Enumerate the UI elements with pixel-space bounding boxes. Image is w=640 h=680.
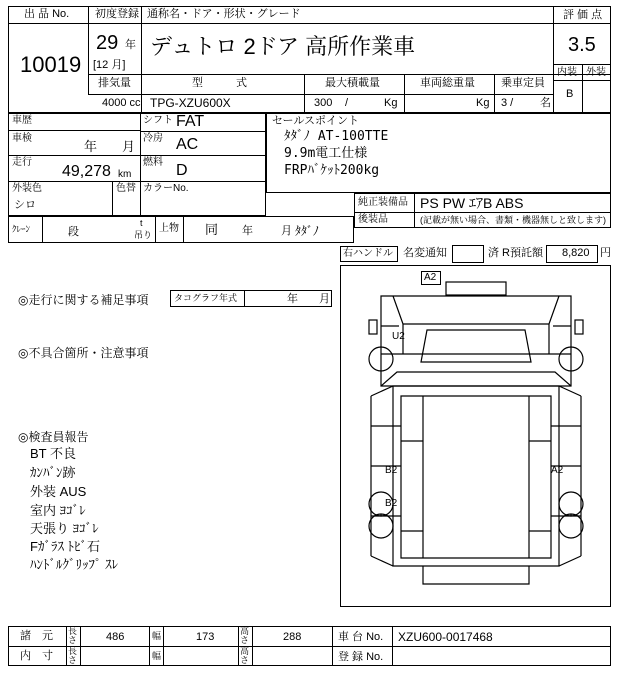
yen-unit: 円 <box>600 247 611 259</box>
length-label: 長さ <box>68 646 78 665</box>
jouso-label: 上物 <box>159 223 179 234</box>
shaken-year: 年 <box>84 139 98 154</box>
gross-weight-label: 車両総重量 <box>420 77 475 89</box>
interior-label: 内装 <box>557 67 577 78</box>
shogen-label: 諸 元 <box>20 630 53 642</box>
fuel-value: D <box>176 162 188 179</box>
height-label: 高さ <box>240 646 250 665</box>
interior-grade: B <box>566 88 574 100</box>
length-value: 486 <box>106 631 125 643</box>
color-change-label: 色替 <box>116 183 136 194</box>
inspector-label: ◎検査員報告 <box>18 430 89 444</box>
inspector-line: ﾊﾝﾄﾞﾙｸﾞﾘｯﾌﾟ ｽﾚ <box>30 557 119 572</box>
aftermarket-label: 後装品 <box>358 214 388 225</box>
ac-label: 冷房 <box>143 133 163 144</box>
fuel-label: 燃料 <box>143 157 163 168</box>
mileage-value: 49,278 <box>62 163 111 180</box>
max-load-kg: Kg <box>384 97 398 109</box>
color-no-label: カラーNo. <box>143 183 189 194</box>
tacho-label: タコグラフ年式 <box>174 293 238 303</box>
first-reg-year: 29 <box>96 32 119 54</box>
naisun-label: 内 寸 <box>20 650 53 662</box>
sales-point-line: 9.9m電工仕様 <box>284 146 368 161</box>
inspector-line: Fｶﾞﾗｽ ﾄﾋﾞ石 <box>30 539 101 554</box>
handle-value: 右ハンドル <box>343 248 393 259</box>
damage-mark: A2 <box>551 465 564 476</box>
model-label: 型 式 <box>192 77 247 89</box>
damage-mark: A2 <box>424 272 437 283</box>
inspector-line: ｶﾝﾊﾞﾝ跡 <box>30 465 76 480</box>
crane-t-unit: t <box>140 218 143 228</box>
recycle-label: 済 R預託額 <box>488 247 543 259</box>
height-label: 高さ <box>240 626 250 645</box>
mileage-unit: km <box>118 169 132 180</box>
chassis-label: 車 台 No. <box>338 631 384 643</box>
sales-point-line: ﾀﾀﾞﾉ AT-100TTE <box>284 129 389 144</box>
lot-no-label: 出 品 No. <box>24 8 70 20</box>
name-change-box <box>452 245 484 263</box>
shift-value: FAT <box>176 113 205 130</box>
jouso-year: 年 <box>242 225 253 237</box>
tacho-year: 年 <box>287 293 298 305</box>
damage-mark: B2 <box>385 498 398 509</box>
equipment-label: 純正装備品 <box>358 197 408 208</box>
damage-mark: U2 <box>392 331 405 342</box>
max-load-value: 300 <box>314 97 333 109</box>
first-reg-label: 初度登録 <box>95 8 139 20</box>
overall-grade: 3.5 <box>568 34 596 56</box>
color-label: 外装色 <box>12 183 42 194</box>
inspector-line: BT 不良 <box>30 446 76 461</box>
jouso-same: 同 <box>205 222 219 237</box>
inspector-line: 天張り ﾖｺﾞﾚ <box>30 521 99 536</box>
shift-label: シフト <box>143 115 173 126</box>
capacity-value: 3 / <box>501 97 514 109</box>
supp-notes-label: ◎走行に関する補足事項 <box>18 293 149 307</box>
color-value: シロ <box>14 199 36 211</box>
gross-weight-kg: Kg <box>476 97 490 109</box>
shaken-month: 月 <box>122 139 136 154</box>
defect-label: ◎不具合箇所・注意事項 <box>18 346 149 360</box>
vehicle-diagram <box>340 265 611 607</box>
crane-label: ｸﾚｰﾝ <box>12 224 31 234</box>
length-label: 長さ <box>68 626 78 645</box>
tacho-month: 月 <box>319 293 330 305</box>
aftermarket-note: (記載が無い場合、書類・機器無しと致します) <box>420 215 606 225</box>
vehicle-name: デュトロ 2ドア 高所作業車 <box>150 34 416 59</box>
year-unit: 年 <box>125 39 136 51</box>
mileage-label: 走行 <box>12 157 32 168</box>
jouso-maker: ﾀﾀﾞﾉ <box>295 224 320 238</box>
height-value: 288 <box>283 631 302 643</box>
sales-point-line: FRPﾊﾞｹｯﾄ200kg <box>284 163 380 178</box>
chassis-no: XZU600-0017468 <box>398 630 493 644</box>
vehicle-name-label: 通称名・ドア・形状・グレード <box>147 8 301 20</box>
max-load-slash: / <box>345 97 349 109</box>
lot-no: 10019 <box>20 52 82 77</box>
first-reg-month: [12 月] <box>93 59 126 71</box>
capacity-unit: 名 <box>540 97 551 109</box>
ac-value: AC <box>176 136 199 153</box>
grade-label: 評 価 点 <box>563 9 603 21</box>
displacement-value: 4000 cc <box>102 97 141 109</box>
model-value: TPG-XZU600X <box>150 96 231 110</box>
shaken-label: 車検 <box>12 133 32 144</box>
recycle-value: 8,820 <box>562 247 590 259</box>
name-change-label: 名変通知 <box>403 247 447 259</box>
exterior-label: 外装 <box>586 67 606 78</box>
equipment-value: PS PW ｴｱB ABS <box>420 195 524 211</box>
capacity-label: 乗車定員 <box>501 77 545 89</box>
max-load-label: 最大積載量 <box>325 77 380 89</box>
history-label: 車歴 <box>12 115 32 126</box>
crane-tsuri: 吊り <box>134 230 153 240</box>
crane-dan: 段 <box>68 226 79 238</box>
inspector-line: 外装 AUS <box>30 484 87 499</box>
sales-points-label: セールスポイント <box>272 115 360 127</box>
inspector-line: 室内 ﾖｺﾞﾚ <box>30 503 86 518</box>
jouso-month: 月 <box>281 225 292 237</box>
width-value: 173 <box>196 631 215 643</box>
info-frame <box>8 113 266 216</box>
width-label: 幅 <box>152 631 162 641</box>
width-label: 幅 <box>152 651 162 661</box>
damage-mark: B2 <box>385 465 398 476</box>
reg-label: 登 録 No. <box>338 651 384 663</box>
displacement-label: 排気量 <box>98 77 131 89</box>
